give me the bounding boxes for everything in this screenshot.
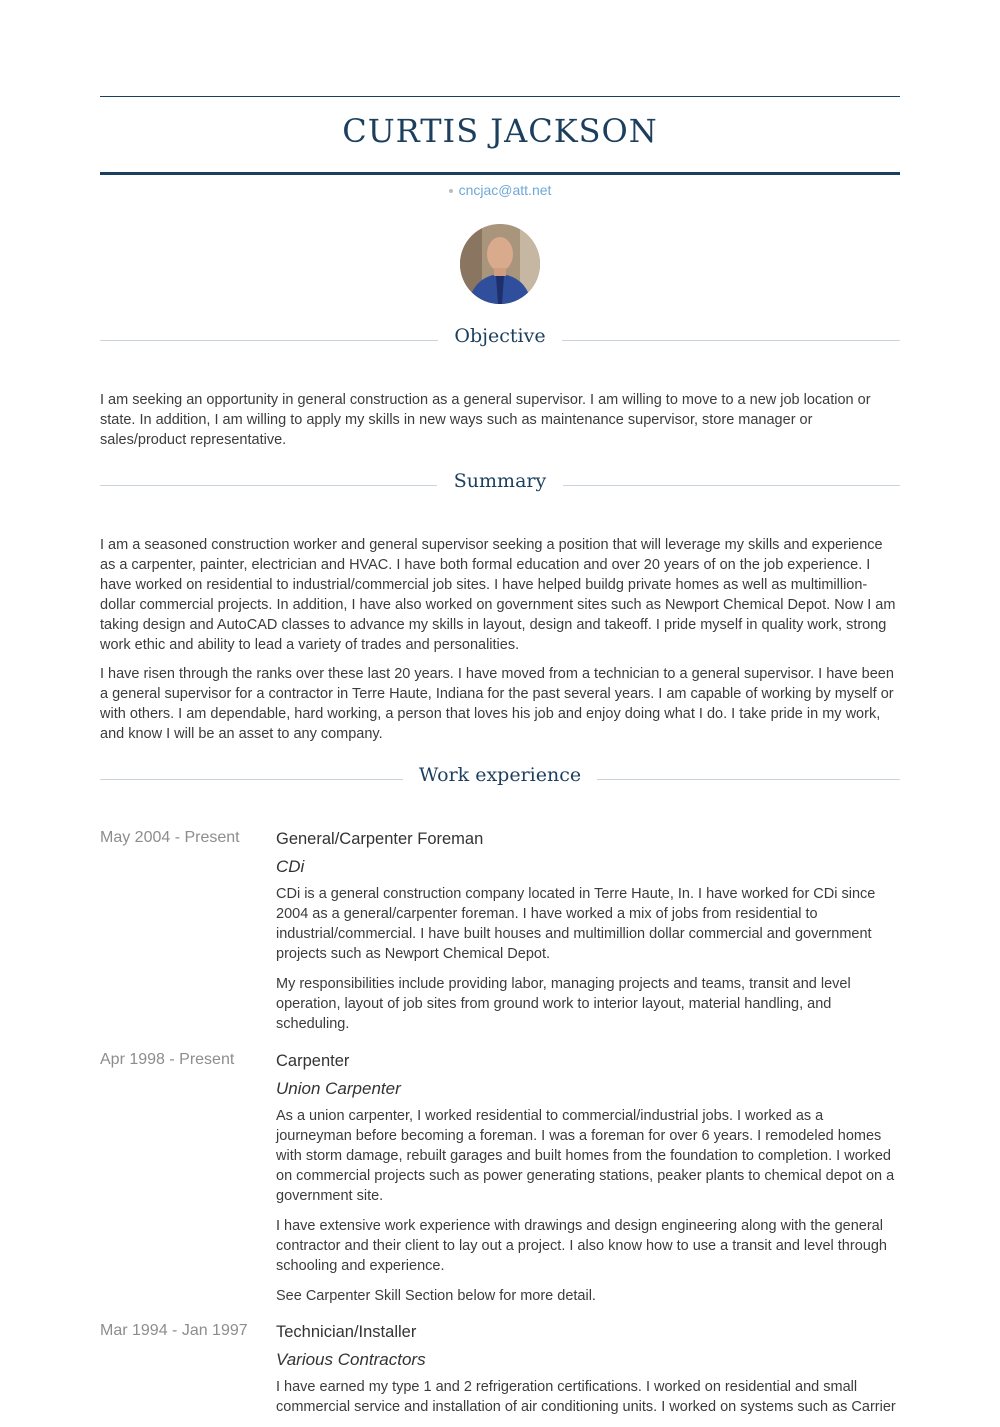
job-organization: Various Contractors xyxy=(276,1350,426,1369)
job-description: I have earned my type 1 and 2 refrigeration certifications. I worked on residential and small commercial service and installation of air conditioning units. I worked on systems such as Carrier xyxy=(276,1379,896,1415)
contact-line xyxy=(100,182,900,198)
objective-heading xyxy=(100,325,900,355)
work-experience-heading xyxy=(100,764,900,794)
summary-heading xyxy=(100,470,900,500)
job-dates: May 2004 - Present xyxy=(100,829,240,846)
job-dates: Mar 1994 - Jan 1997 xyxy=(100,1322,248,1339)
avatar xyxy=(460,224,540,304)
email-link[interactable]: cncjac@att.net xyxy=(458,182,552,198)
header-rule-top xyxy=(100,96,900,97)
job-description: My responsibilities include providing labor, managing projects and teams, transit and level operation, layout of job sites from ground work to interior layout, material handling, and scheduling. xyxy=(276,976,851,1032)
job-description: I have extensive work experience with drawings and design engineering along with the general contractor and their client to lay out a project. I also know how to use a transit and level through schooling and experience. xyxy=(276,1218,887,1274)
job-organization: CDi xyxy=(276,857,305,876)
summary-paragraph: I have risen through the ranks over these last 20 years. I have moved from a technician to a general supervisor. I have been a general supervisor for a contractor in Terre Haute, Indiana for the past several years. I am capable of working by myself or with others. I am dependable, hard working, a person that loves his job and enjoy doing what I do. I take pride in my work, and know I will be an asset to any company. xyxy=(100,666,894,742)
bullet-icon xyxy=(449,189,453,193)
job-description: As a union carpenter, I worked residential to commercial/industrial jobs. I worked as a journeyman before becoming a foreman. I was a foreman for over 6 years. I remodeled homes with storm damage, rebuilt garages and built homes from the foundation to completion. I worked on commercial projects such as power generating stations, peaker plants to chemical depot on a government site. xyxy=(276,1108,895,1204)
objective-title: Objective xyxy=(438,325,561,347)
profile-photo-icon xyxy=(460,224,540,304)
summary-title: Summary xyxy=(438,470,562,492)
job-description: See Carpenter Skill Section below for more detail. xyxy=(276,1288,596,1304)
job-dates: Apr 1998 - Present xyxy=(100,1051,235,1068)
job-description: CDi is a general construction company located in Terre Haute, In. I have worked for CDi since 2004 as a general/carpenter foreman. I have worked a mix of jobs from residential to industrial/commercial. I have built houses and multimillion dollar commercial and government projects such as Newport Chemical Depot. xyxy=(276,886,876,962)
job-role: Carpenter xyxy=(276,1052,350,1070)
objective-text: I am seeking an opportunity in general construction as a general supervisor. I am willing to move to a new job location or state. In addition, I am willing to apply my skills in new ways such as maintenance supervisor, store manager or sales/product representative. xyxy=(100,392,871,448)
job-role: Technician/Installer xyxy=(276,1323,417,1341)
summary-paragraph: I am a seasoned construction worker and general supervisor seeking a position that will leverage my skills and experience as a carpenter, painter, electrician and HVAC. I have both formal education and over 20 years of on the job experience. I have worked on residential to industrial/commercial job sites. I have helped buildg private homes as well as multimillion-dollar commercial projects. In addition, I have also worked on government sites such as Newport Chemical Depot. Now I am taking design and AutoCAD classes to advance my skills in layout, design and takeoff. I pride myself in quality work, strong work ethic and ability to lead a variety of trades and personalities. xyxy=(100,537,896,653)
work-experience-title: Work experience xyxy=(403,764,597,786)
job-role: General/Carpenter Foreman xyxy=(276,830,484,848)
candidate-name: CURTIS JACKSON xyxy=(342,112,658,150)
header-rule-bottom xyxy=(100,172,900,175)
job-organization: Union Carpenter xyxy=(276,1079,401,1098)
